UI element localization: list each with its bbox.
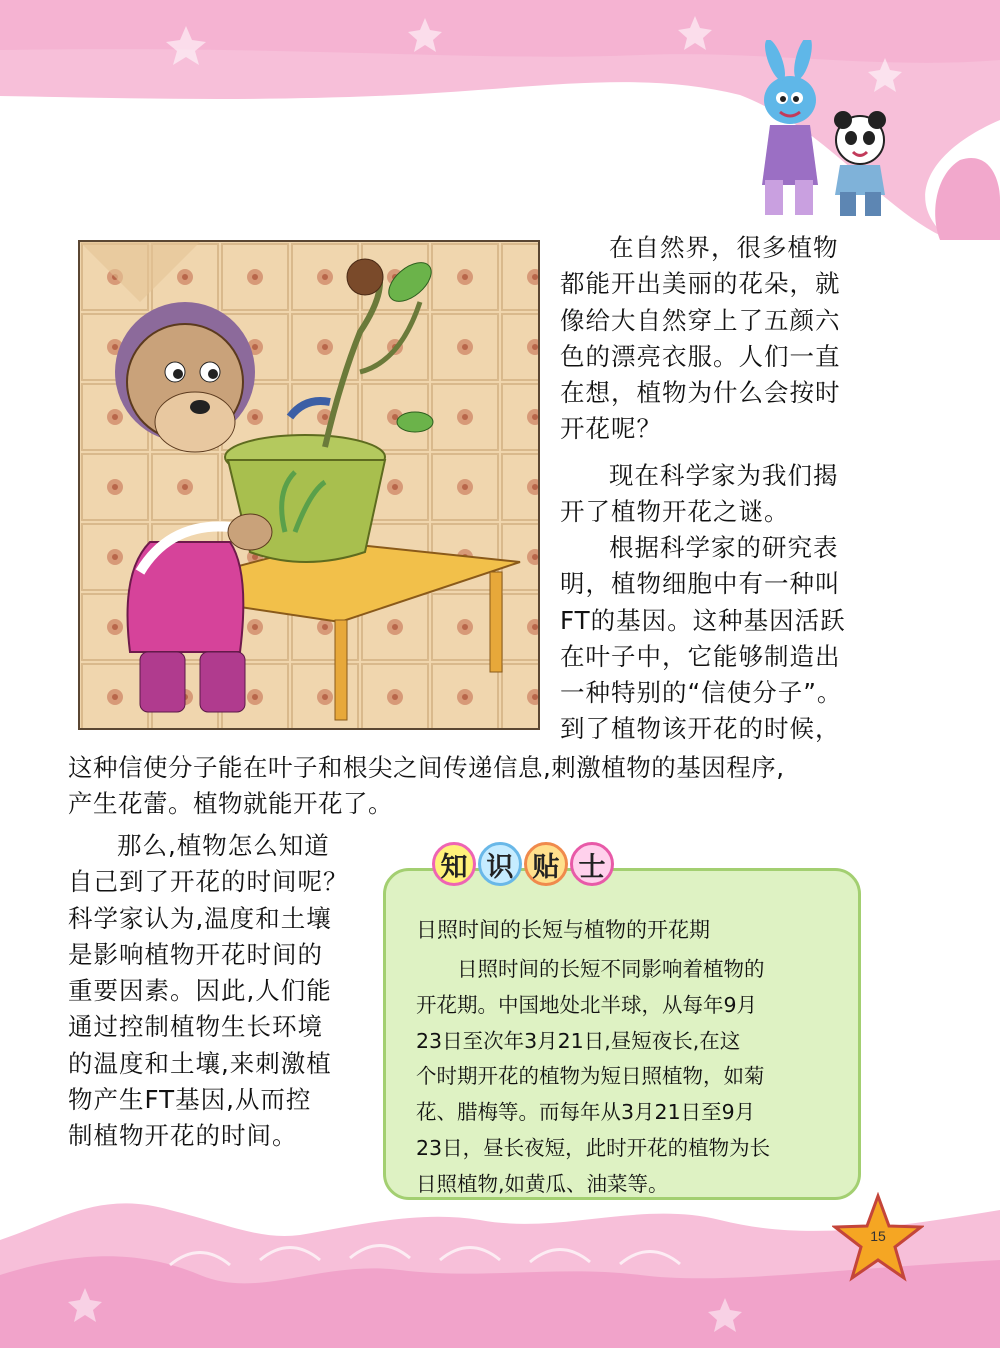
article-paragraph-4-line: 重要因素。因此,人们能 (68, 976, 332, 1006)
tip-line: 开花期。中国地处北半球，从每年9月 (416, 992, 758, 1017)
illustration-bear-plant (78, 240, 540, 730)
article-paragraph-4-line: 的温度和土壤,来刺激植 (68, 1048, 332, 1078)
tip-heading-char: 士 (570, 842, 614, 886)
article-paragraph-4-line: 那么,植物怎么知道 (117, 831, 330, 860)
knowledge-tip-heading (432, 842, 614, 890)
article-paragraph-4-line: 是影响植物开花时间的 (68, 939, 323, 969)
tip-heading-char: 贴 (524, 842, 568, 886)
article-paragraph-4 (68, 828, 368, 1155)
article-paragraph-3-line: 这种信使分子能在叶子和根尖之间传递信息,刺激植物的基因程序, (68, 753, 785, 782)
tip-line: 日照时间的长短不同影响着植物的 (457, 957, 765, 981)
article-paragraph-2: 现在科学家为我们揭开了植物开花之谜。 (560, 461, 839, 527)
article-paragraph-4-line: 制植物开花的时间。 (68, 1121, 298, 1151)
tip-line: 23日，昼长夜短，此时开花的植物为长 (416, 1135, 771, 1160)
tip-line: 日照植物,如黄瓜、油菜等。 (416, 1171, 669, 1196)
article-paragraph-3-line: FT的基因。这种基因活跃 (560, 605, 846, 635)
tip-line: 个时期开花的植物为短日照植物，如菊 (416, 1064, 765, 1089)
tip-line: 花、腊梅等。而每年从3月21日至9月 (416, 1100, 756, 1125)
article-paragraph-3-line: 产生花蕾。植物就能开花了。 (68, 789, 393, 819)
article-paragraph-3-line: 一种特别的“信使分子”。 (560, 678, 843, 708)
tip-heading-char: 识 (478, 842, 522, 886)
knowledge-tip-text (416, 952, 816, 1203)
tip-heading-char: 知 (432, 842, 476, 886)
article-paragraph-1: 在自然界，很多植物都能开出美丽的花朵，就像给大自然穿上了五颜六色的漂亮衣服。人们一直在想，植物为什么会按时开花呢？ (560, 233, 841, 444)
article-paragraph-3-continued (68, 750, 868, 823)
article-paragraph-4-line: 物产生FT基因,从而控 (68, 1085, 312, 1115)
article-paragraph-3-line: 根据科学家的研究表 (609, 533, 839, 562)
mascot-characters (735, 40, 905, 220)
article-paragraph-4-line: 通过控制植物生长环境 (68, 1012, 323, 1042)
article-paragraph-3-line: 到了植物该开花的时候， (560, 714, 841, 744)
article-paragraph-3-line: 在叶子中，它能够制造出 (560, 641, 841, 671)
tip-line: 23日至次年3月21日,昼短夜长,在这 (416, 1028, 741, 1053)
article-paragraph-4-line: 科学家认为,温度和土壤 (68, 903, 332, 933)
article-paragraph-3-line: 明，植物细胞中有一种叫 (560, 569, 841, 599)
page-number: 15 (870, 1228, 886, 1244)
article-paragraph-4-line: 自己到了开花的时间呢？ (68, 867, 349, 897)
article-paragraph-3 (560, 530, 862, 748)
knowledge-tip-title: 日照时间的长短与植物的开花期 (416, 918, 710, 942)
